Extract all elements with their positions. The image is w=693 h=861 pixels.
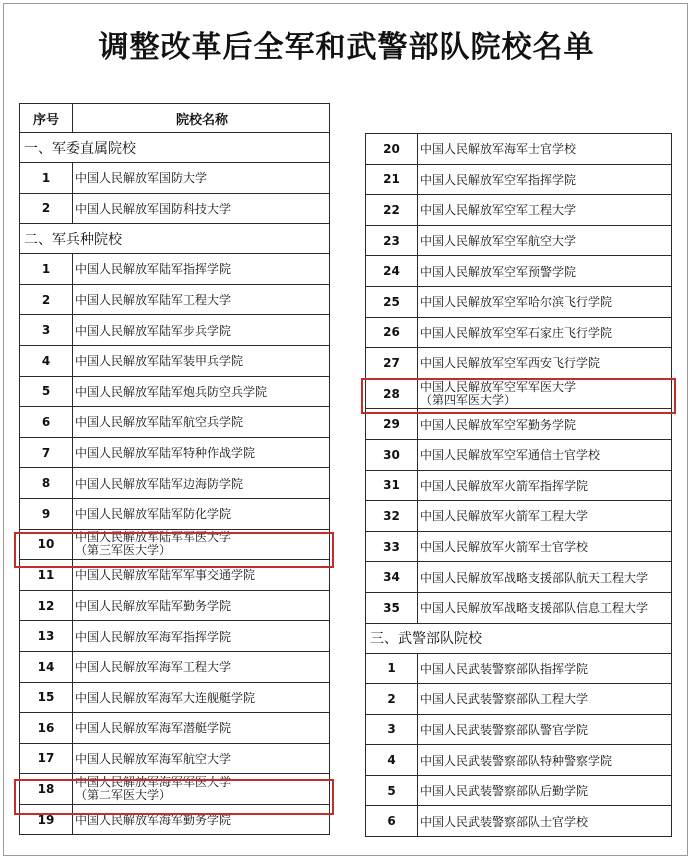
row-number: 1 [20, 163, 73, 194]
school-name: 中国人民解放军陆军装甲兵学院 [73, 345, 330, 376]
row-number: 5 [366, 775, 418, 806]
school-name: 中国人民武装警察部队工程大学 [418, 684, 672, 715]
school-name: 中国人民解放军空军航空大学 [418, 225, 672, 256]
table-row [20, 682, 330, 713]
table-row [20, 193, 330, 224]
school-table-right [365, 133, 672, 837]
table-row [366, 256, 672, 287]
row-number: 2 [20, 193, 73, 224]
table-row [20, 621, 330, 652]
table-row [20, 376, 330, 407]
row-number: 35 [366, 592, 418, 623]
page-title: 调整改革后全军和武警部队院校名单 [98, 30, 595, 65]
school-name: 中国人民解放军空军哈尔滨飞行学院 [418, 286, 672, 317]
header-no: 序号 [20, 104, 73, 133]
table-row [366, 134, 672, 165]
school-name: 中国人民解放军海军潜艇学院 [73, 713, 330, 744]
school-name: 中国人民解放军陆军特种作战学院 [73, 437, 330, 468]
table-row [366, 562, 672, 593]
section-title: 二、军兵种院校 [20, 224, 330, 254]
row-number: 32 [366, 501, 418, 532]
table-row [20, 315, 330, 346]
table-row [366, 501, 672, 532]
school-name-line: 中国人民解放军陆军军医大学 [75, 530, 232, 545]
row-number: 19 [20, 804, 73, 835]
table-row [366, 806, 672, 837]
school-name: 中国人民解放军空军勤务学院 [418, 409, 672, 440]
school-name [418, 378, 672, 409]
school-former-name: （第三军医大学） [75, 543, 172, 558]
row-number: 1 [366, 653, 418, 684]
school-name: 中国人民解放军空军通信士官学校 [418, 439, 672, 470]
table-row [366, 470, 672, 501]
school-name: 中国人民解放军陆军勤务学院 [73, 590, 330, 621]
school-name: 中国人民解放军陆军边海防学院 [73, 468, 330, 499]
section-heading [366, 623, 672, 653]
table-row [20, 163, 330, 194]
row-number: 21 [366, 164, 418, 195]
table-row [20, 284, 330, 315]
school-name: 中国人民武装警察部队士官学校 [418, 806, 672, 837]
row-number: 15 [20, 682, 73, 713]
school-name: 中国人民解放军空军西安飞行学院 [418, 348, 672, 379]
school-name: 中国人民解放军火箭军工程大学 [418, 501, 672, 532]
row-number: 13 [20, 621, 73, 652]
table-row [366, 225, 672, 256]
school-name: 中国人民解放军陆军军事交通学院 [73, 560, 330, 591]
section-heading [20, 133, 330, 163]
school-name: 中国人民解放军陆军步兵学院 [73, 315, 330, 346]
school-name: 中国人民解放军海军勤务学院 [73, 804, 330, 835]
school-name: 中国人民解放军陆军炮兵防空兵学院 [73, 376, 330, 407]
table-row [366, 195, 672, 226]
school-name: 中国人民解放军陆军工程大学 [73, 284, 330, 315]
school-name: 中国人民解放军海军指挥学院 [73, 621, 330, 652]
row-number: 8 [20, 468, 73, 499]
school-name: 中国人民武装警察部队后勤学院 [418, 775, 672, 806]
table-row [20, 254, 330, 285]
row-number: 26 [366, 317, 418, 348]
row-number: 28 [366, 378, 418, 409]
row-number: 6 [20, 407, 73, 438]
school-name: 中国人民解放军空军指挥学院 [418, 164, 672, 195]
table-row [20, 651, 330, 682]
school-name: 中国人民解放军战略支援部队航天工程大学 [418, 562, 672, 593]
table-row [20, 713, 330, 744]
school-former-name: （第二军医大学） [75, 788, 172, 803]
table-row [20, 804, 330, 835]
row-number: 3 [366, 714, 418, 745]
row-number: 4 [366, 745, 418, 776]
school-name: 中国人民解放军空军石家庄飞行学院 [418, 317, 672, 348]
row-number: 14 [20, 651, 73, 682]
school-name [73, 529, 330, 560]
row-number: 31 [366, 470, 418, 501]
row-number: 20 [366, 134, 418, 165]
row-number: 5 [20, 376, 73, 407]
row-number: 11 [20, 560, 73, 591]
row-number: 6 [366, 806, 418, 837]
row-number: 17 [20, 743, 73, 774]
row-number: 9 [20, 498, 73, 529]
table-row [366, 775, 672, 806]
school-name: 中国人民解放军陆军指挥学院 [73, 254, 330, 285]
school-name: 中国人民武装警察部队特种警察学院 [418, 745, 672, 776]
school-name: 中国人民解放军火箭军士官学校 [418, 531, 672, 562]
school-name: 中国人民解放军空军预警学院 [418, 256, 672, 287]
row-number: 7 [20, 437, 73, 468]
table-row [366, 409, 672, 440]
section-heading [20, 224, 330, 254]
table-row [366, 531, 672, 562]
table-header [20, 104, 330, 133]
section-title: 一、军委直属院校 [20, 133, 330, 163]
school-name: 中国人民解放军战略支援部队信息工程大学 [418, 592, 672, 623]
row-number: 23 [366, 225, 418, 256]
table-row [366, 745, 672, 776]
row-number: 34 [366, 562, 418, 593]
row-number: 16 [20, 713, 73, 744]
school-former-name: （第四军医大学） [420, 392, 517, 407]
row-number: 33 [366, 531, 418, 562]
row-number: 24 [366, 256, 418, 287]
table-row [366, 164, 672, 195]
table-row [366, 684, 672, 715]
row-number: 27 [366, 348, 418, 379]
table-row [366, 653, 672, 684]
school-name: 中国人民解放军海军大连舰艇学院 [73, 682, 330, 713]
row-number: 10 [20, 529, 73, 560]
row-number: 30 [366, 439, 418, 470]
table-row [20, 498, 330, 529]
school-name: 中国人民解放军海军工程大学 [73, 651, 330, 682]
row-number: 29 [366, 409, 418, 440]
row-number: 1 [20, 254, 73, 285]
table-row [366, 592, 672, 623]
table-row [366, 714, 672, 745]
table-row [20, 468, 330, 499]
school-name: 中国人民解放军海军士官学校 [418, 134, 672, 165]
table-row [20, 743, 330, 774]
school-name: 中国人民解放军国防科技大学 [73, 193, 330, 224]
row-number: 22 [366, 195, 418, 226]
table-row [366, 378, 672, 409]
table-row [366, 439, 672, 470]
table-row [366, 286, 672, 317]
row-number: 3 [20, 315, 73, 346]
table-row [20, 560, 330, 591]
row-number: 18 [20, 774, 73, 805]
table-row [20, 590, 330, 621]
table-row [366, 317, 672, 348]
school-name: 中国人民解放军国防大学 [73, 163, 330, 194]
school-name: 中国人民解放军空军工程大学 [418, 195, 672, 226]
school-name: 中国人民解放军陆军防化学院 [73, 498, 330, 529]
row-number: 2 [366, 684, 418, 715]
school-name-line: 中国人民解放军海军军医大学 [75, 775, 232, 790]
row-number: 4 [20, 345, 73, 376]
row-number: 12 [20, 590, 73, 621]
header-name: 院校名称 [73, 104, 330, 133]
table-row [20, 774, 330, 805]
school-name: 中国人民武装警察部队警官学院 [418, 714, 672, 745]
row-number: 25 [366, 286, 418, 317]
table-row [366, 348, 672, 379]
school-name: 中国人民武装警察部队指挥学院 [418, 653, 672, 684]
section-title: 三、武警部队院校 [366, 623, 672, 653]
school-name: 中国人民解放军火箭军指挥学院 [418, 470, 672, 501]
school-name: 中国人民解放军陆军航空兵学院 [73, 407, 330, 438]
school-name: 中国人民解放军海军航空大学 [73, 743, 330, 774]
table-row [20, 407, 330, 438]
table-row [20, 345, 330, 376]
school-table-left [19, 103, 330, 835]
school-name-line: 中国人民解放军空军军医大学 [420, 379, 577, 394]
table-row [20, 437, 330, 468]
row-number: 2 [20, 284, 73, 315]
table-row [20, 529, 330, 560]
school-name [73, 774, 330, 805]
